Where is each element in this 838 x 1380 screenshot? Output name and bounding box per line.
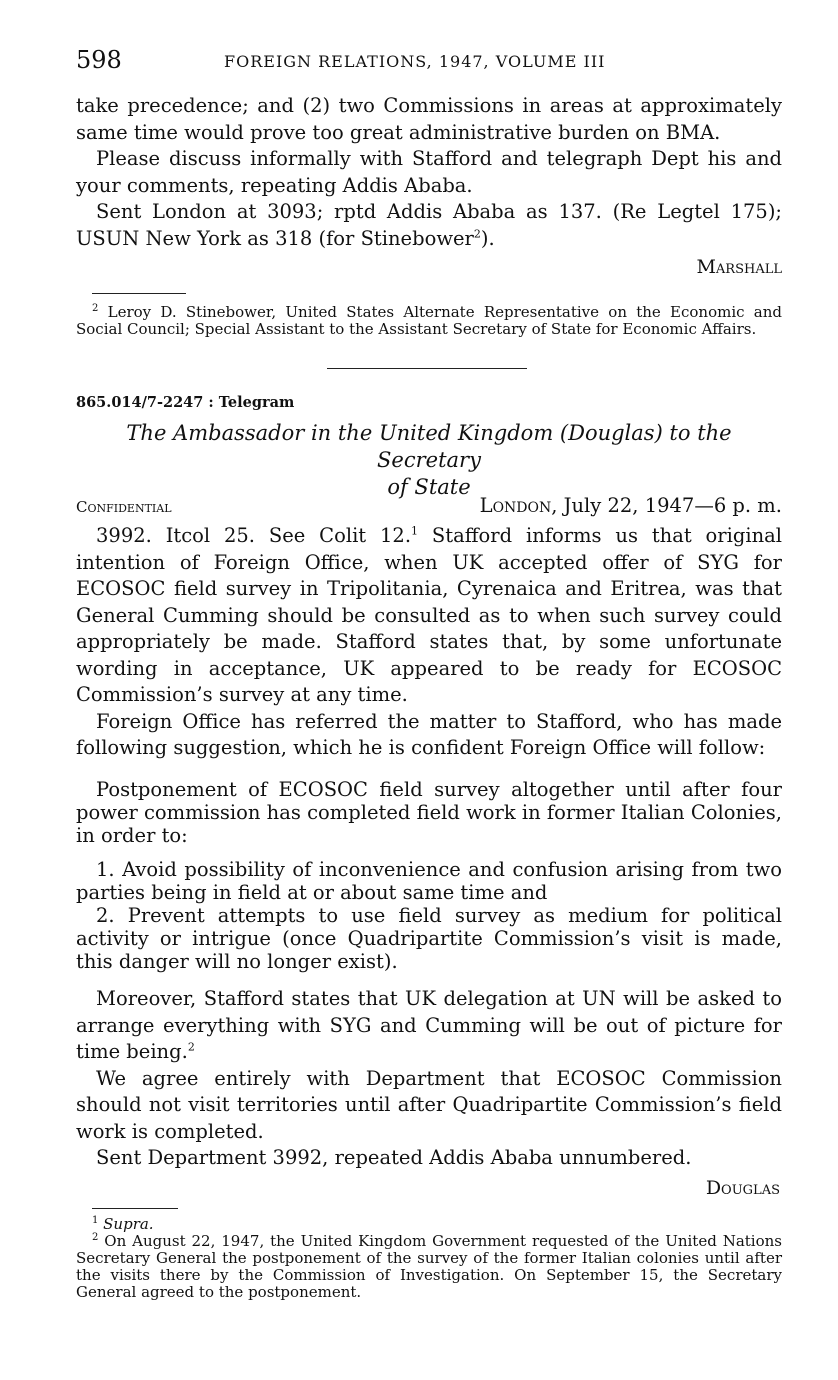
classification: Confidential bbox=[76, 498, 172, 516]
prev-sent-line bbox=[76, 199, 782, 252]
dateline-date: , July 22, 1947—6 p. m. bbox=[551, 494, 782, 517]
file-number: 865.014/7-2247 : Telegram bbox=[76, 394, 295, 411]
footnote-text: Supra. bbox=[103, 1215, 154, 1233]
document-title-line-2: of State bbox=[387, 475, 471, 499]
paragraph-1-start: 3992. Itcol 25. See Colit 12. bbox=[96, 524, 412, 547]
quote-item-1: 1. Avoid possibility of inconvenience and confusion arising from two parties being in field at or about same time and bbox=[76, 858, 782, 904]
footnote-marker: 1 bbox=[92, 1215, 99, 1226]
section-separator bbox=[327, 368, 527, 369]
telegram-body-continued bbox=[76, 986, 782, 1172]
footnote-text: On August 22, 1947, the United Kingdom Government requested of the United Nations Secretary General the postponement of the survey of the former Italian colonies until after the visits there by the Commission of Investigation. On September 15, the Secretary General agreed to the postponement. bbox=[76, 1232, 782, 1301]
footnote-rule bbox=[92, 293, 186, 294]
suggestion-quote bbox=[76, 778, 782, 973]
footnote-ref: 2 bbox=[473, 227, 481, 240]
document-title-line-1: The Ambassador in the United Kingdom (Douglas) to the Secretary bbox=[126, 421, 732, 472]
telegram-body bbox=[76, 523, 782, 762]
footnote-ref: 1 bbox=[411, 524, 419, 538]
previous-telegram-body bbox=[76, 93, 782, 252]
prev-sent-line-text: Sent London at 3093; rptd Addis Ababa as 137. (Re Legtel 175); USUN New York as 318 (for Stinebower bbox=[76, 200, 782, 250]
running-title: FOREIGN RELATIONS, 1947, VOLUME III bbox=[224, 52, 606, 71]
page-number: 598 bbox=[76, 46, 122, 74]
prev-signature: Marshall bbox=[696, 256, 782, 278]
footnote-1 bbox=[76, 1216, 782, 1233]
prev-paragraph-1: take precedence; and (2) two Commissions in areas at approximately same time would prove too great administrative burden on BMA. bbox=[76, 94, 782, 144]
paragraph-1 bbox=[76, 523, 782, 709]
prev-sent-line-end: ). bbox=[480, 226, 495, 250]
dateline-place: London bbox=[479, 494, 552, 517]
paragraph-3-text: Moreover, Stafford states that UK delegation at UN will be asked to arrange everything with SYG and Cumming will be out of picture for time being. bbox=[76, 987, 782, 1063]
paragraph-4: We agree entirely with Department that ECOSOC Commission should not visit territories until after Quadripartite Commission’s field work is completed. bbox=[76, 1066, 782, 1143]
quote-item-2: 2. Prevent attempts to use field survey as medium for political activity or intrigue (once Quadripartite Commission’s visit is made, this danger will no longer exist). bbox=[76, 904, 782, 973]
paragraph-2: Foreign Office has referred the matter to Stafford, who has made following suggestion, which he is confident Foreign Office will follow: bbox=[76, 709, 782, 759]
running-header bbox=[76, 46, 782, 78]
footnote-text: Leroy D. Stinebower, United States Alternate Representative on the Economic and Social Council; Special Assistant to the Assistant Secretary of State for Economic Affairs. bbox=[76, 303, 782, 338]
footnote-rule bbox=[92, 1208, 178, 1209]
prev-footnote bbox=[76, 304, 782, 338]
dateline bbox=[480, 494, 782, 517]
paragraph-5: Sent Department 3992, repeated Addis Ababa unnumbered. bbox=[96, 1146, 692, 1169]
paragraph-3 bbox=[76, 986, 782, 1066]
footnote-marker: 2 bbox=[92, 303, 99, 314]
signature: Douglas bbox=[705, 1177, 780, 1199]
footnote-marker: 2 bbox=[92, 1232, 99, 1243]
footnotes bbox=[76, 1216, 782, 1301]
document-title bbox=[76, 420, 782, 501]
paragraph-1-rest: Stafford informs us that original intention of Foreign Office, when UK accepted offer of SYG for ECOSOC field survey in Tripolitania, Cyrenaica and Eritrea, was that General Cumming should be consulted as to when such survey could appropriately be made. Stafford states that, by some unfortunate wording in acceptance, UK appeared to be ready for ECOSOC Commission’s survey at any time. bbox=[76, 524, 782, 706]
footnote-2 bbox=[76, 1233, 782, 1301]
footnote-ref: 2 bbox=[187, 1040, 195, 1054]
quote-intro: Postponement of ECOSOC field survey altogether until after four power commission has completed field work in former Italian Colonies, in order to: bbox=[76, 778, 782, 847]
prev-paragraph-2: Please discuss informally with Stafford and telegraph Dept his and your comments, repeating Addis Ababa. bbox=[76, 147, 782, 197]
